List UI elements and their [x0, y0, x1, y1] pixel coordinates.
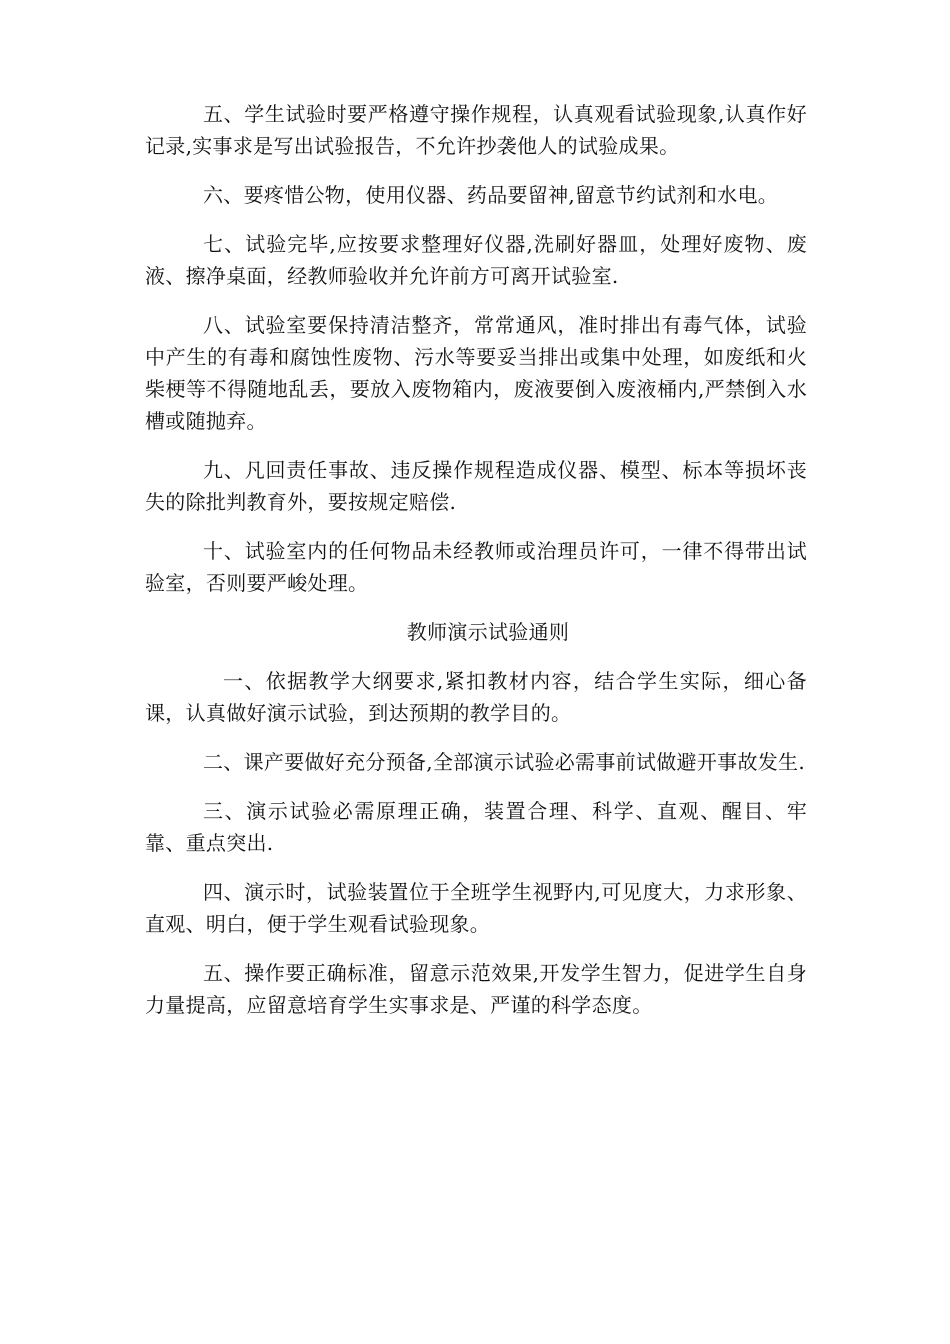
rule-9-paragraph: 九、凡回责任事故、违反操作规程造成仪器、模型、标本等损坏丧失的除批判教育外，要按规定赔偿.	[145, 458, 807, 514]
rule-8-paragraph: 八、试验室要保持清洁整齐，常常通风，准时排出有毒气体，试验中产生的有毒和腐蚀性废物、污水等要妥当排出或集中处理，如废纸和火柴梗等不得随地乱丢，要放入废物箱内，废液要倒入废液桶内,严禁倒入水槽或随抛弃。	[145, 313, 807, 433]
rule-6-paragraph: 六、要疼惜公物，使用仪器、药品要留神,留意节约试剂和水电。	[203, 183, 779, 207]
demo-rule-1-paragraph: 一、依据教学大纲要求,紧扣教材内容，结合学生实际，细心备课，认真做好演示试验，到达预期的教学目的。	[145, 669, 807, 725]
demo-rule-4-paragraph: 四、演示时，试验装置位于全班学生视野内,可见度大，力求形象、直观、明白，便于学生观看试验现象。	[145, 880, 807, 936]
rule-7-paragraph: 七、试验完毕,应按要求整理好仪器,洗刷好器皿，处理好废物、废液、擦净桌面，经教师验收并允许前方可离开试验室.	[145, 232, 807, 288]
section-title: 教师演示试验通则	[406, 620, 570, 644]
demo-rule-2-paragraph: 二、课产要做好充分预备,全部演示试验必需事前试做避开事故发生.	[203, 750, 806, 774]
demo-rule-3-paragraph: 三、演示试验必需原理正确，装置合理、科学、直观、醒目、牢靠、重点突出.	[145, 799, 807, 855]
rule-5-paragraph: 五、学生试验时要严格遵守操作规程，认真观看试验现象,认真作好记录,实事求是写出试验报告，不允许抄袭他人的试验成果。	[145, 102, 807, 158]
document-body	[145, 98, 807, 1038]
rule-10-paragraph: 十、试验室内的任何物品未经教师或治理员许可，一律不得带出试验室，否则要严峻处理。	[145, 539, 807, 595]
demo-rule-5-paragraph: 五、操作要正确标准，留意示范效果,开发学生智力，促进学生自身力量提高，应留意培育学生实事求是、严谨的科学态度。	[145, 961, 807, 1017]
